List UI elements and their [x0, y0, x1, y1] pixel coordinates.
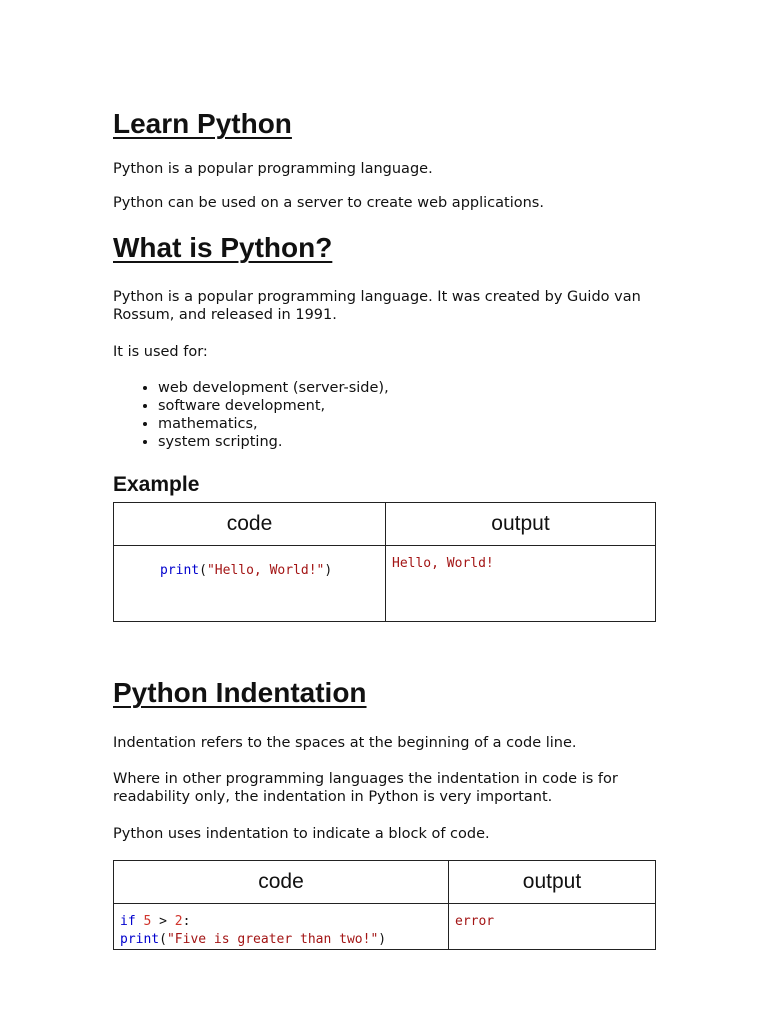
code-function: print: [160, 563, 200, 578]
code-string: "Five is greater than two!": [166, 932, 379, 947]
code-paren-close: ): [324, 563, 333, 578]
code-cell: [114, 904, 449, 950]
list-item: • software development,: [158, 397, 389, 415]
code-cell: [114, 546, 386, 622]
code-number: 2: [174, 914, 183, 929]
list-item: • web development (server-side),: [158, 379, 389, 397]
code-paren-open: (: [199, 563, 207, 578]
code-column-header: code: [114, 861, 449, 904]
code-column-header: code: [114, 503, 386, 546]
what-is-paragraph: Python is a popular programming language. It was created by Guido van Rossum, and released in 1991.: [113, 289, 641, 323]
code-operator: >: [151, 914, 175, 929]
indentation-paragraph-3: Python uses indentation to indicate a block of code.: [113, 826, 490, 842]
indentation-table: [113, 860, 656, 950]
output-cell: Hello, World!: [386, 546, 656, 622]
heading-learn-python: Learn Python: [113, 108, 292, 139]
indentation-paragraph-2: Where in other programming languages the indentation in code is for readability only, the indentation in Python is very important.: [113, 771, 618, 805]
used-for-label: It is used for:: [113, 344, 208, 360]
code-paren-close: ): [378, 932, 387, 947]
indentation-paragraph-1: Indentation refers to the spaces at the beginning of a code line.: [113, 735, 577, 751]
output-column-header: output: [449, 861, 656, 904]
code-string: "Hello, World!": [206, 563, 325, 578]
code-colon: :: [182, 914, 191, 929]
code-line-2: [120, 931, 448, 949]
code-function: print: [120, 932, 160, 947]
code-keyword: if: [120, 914, 136, 929]
example-table: [113, 502, 656, 622]
heading-python-indentation: Python Indentation: [113, 677, 367, 708]
list-item: • mathematics,: [158, 415, 389, 433]
intro-paragraph-1: Python is a popular programming language.: [113, 161, 433, 177]
code-number: 5: [143, 914, 152, 929]
uses-list: [113, 379, 389, 451]
code-paren-open: (: [159, 932, 167, 947]
output-column-header: output: [386, 503, 656, 546]
intro-paragraph-2: Python can be used on a server to create web applications.: [113, 195, 544, 211]
list-item: • system scripting.: [158, 433, 389, 451]
code-line-1: [120, 913, 448, 931]
output-cell: error: [449, 904, 656, 950]
heading-what-is-python: What is Python?: [113, 232, 333, 263]
example-heading: Example: [113, 473, 200, 496]
